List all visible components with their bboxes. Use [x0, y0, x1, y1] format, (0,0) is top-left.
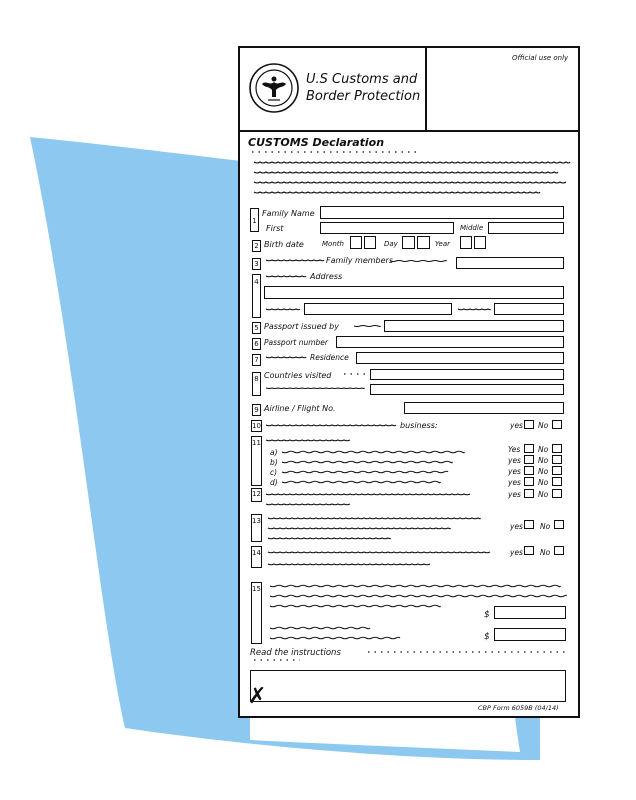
q11d-no-checkbox[interactable] [552, 477, 562, 486]
passport-issued-label: Passport issued by [264, 322, 339, 331]
address-label: Address [310, 272, 343, 281]
form-code-label: CBP Form 6059B (04/14) [478, 704, 559, 712]
middle-name-field[interactable] [488, 222, 564, 234]
q11b-yes-label: yes [508, 456, 521, 465]
q11d-yes-checkbox[interactable] [524, 477, 534, 486]
customs-declaration-form [238, 46, 580, 718]
question-number-3: 3 [252, 258, 261, 270]
q14-yes-label: yes [510, 548, 523, 557]
q14-no-label: No [540, 548, 551, 557]
question-number-2: 2 [252, 240, 261, 252]
question-number-12: 12 [251, 488, 262, 502]
residence-label: Residence [310, 353, 349, 362]
q13-yes-label: yes [510, 522, 523, 531]
q11c-yes-label: yes [508, 467, 521, 476]
passport-number-label: Passport number [264, 338, 328, 347]
birth-year-label: Year [435, 240, 450, 248]
birth-month-label: Month [322, 240, 344, 248]
first-name-field[interactable] [320, 222, 454, 234]
airline-flight-field[interactable] [404, 402, 564, 414]
birth-year-box-2[interactable] [474, 236, 486, 249]
question-number-7: 7 [252, 354, 261, 366]
airline-flight-label: Airline / Flight No. [264, 404, 336, 413]
birth-year-box-1[interactable] [460, 236, 472, 249]
q14-scribble-1 [268, 552, 490, 553]
address-field-zip[interactable] [494, 303, 564, 315]
address-field-line1[interactable] [264, 286, 564, 299]
birth-day-label: Day [384, 240, 398, 248]
question-number-14: 14 [251, 546, 262, 568]
address-field-city[interactable] [304, 303, 452, 315]
q12-yes-label: yes [508, 490, 521, 499]
birth-month-box-1[interactable] [350, 236, 362, 249]
question-number-6: 6 [252, 338, 261, 350]
q13-scribble-1 [268, 518, 480, 519]
q11a-scribble [282, 451, 464, 453]
question-number-5: 5 [252, 322, 261, 334]
q13-yes-checkbox[interactable] [524, 520, 534, 529]
q11-item-c: c) [270, 468, 278, 477]
q11a-yes-checkbox[interactable] [524, 444, 534, 453]
middle-name-label: Middle [460, 224, 484, 232]
q14-yes-checkbox[interactable] [524, 546, 534, 555]
q12-no-label: No [538, 490, 549, 499]
q15-scribble-4 [270, 627, 370, 629]
family-name-field[interactable] [320, 206, 564, 219]
family-name-label: Family Name [262, 209, 315, 218]
agency-name-line1: U.S Customs and [306, 72, 418, 87]
passport-number-field[interactable] [336, 336, 564, 348]
q15-dollar-sign-2: $ [484, 632, 490, 642]
q11-item-d: d) [270, 478, 278, 487]
first-name-label: First [266, 224, 284, 233]
q12-no-checkbox[interactable] [552, 489, 562, 498]
q15-scribble-1 [270, 585, 560, 587]
countries-visited-field-1[interactable] [370, 369, 564, 380]
q13-scribble-3 [268, 538, 390, 539]
question-number-4: 4 [252, 274, 261, 318]
q10-no-label: No [538, 421, 549, 430]
intro-scribble-2 [254, 172, 558, 173]
q4-scribble-city [266, 309, 300, 310]
q12-yes-checkbox[interactable] [524, 489, 534, 498]
signature-field[interactable] [250, 670, 566, 702]
intro-scribble-3 [254, 182, 566, 183]
official-use-label: Official use only [512, 54, 569, 62]
q10-no-checkbox[interactable] [552, 420, 562, 429]
question-number-15: 15 [251, 582, 262, 644]
q4-scribble-state [458, 309, 490, 310]
q15-scribble-3 [270, 605, 440, 607]
question-number-11: 11 [251, 436, 262, 486]
q11d-no-label: No [538, 478, 549, 487]
q11-item-a: a) [270, 448, 278, 457]
q4-scribble-lead [266, 276, 306, 277]
q15-scribble-5 [270, 637, 400, 639]
q12-scribble-2 [266, 504, 350, 505]
question-number-9: 9 [252, 404, 261, 416]
q13-no-label: No [540, 522, 551, 531]
q8-scribble [266, 388, 364, 389]
question-number-8: 8 [252, 372, 261, 396]
q11c-yes-checkbox[interactable] [524, 466, 534, 475]
q11d-scribble [282, 481, 440, 483]
q11b-yes-checkbox[interactable] [524, 455, 534, 464]
residence-field[interactable] [356, 352, 564, 364]
q12-scribble-1 [266, 494, 470, 495]
q11b-no-label: No [538, 456, 549, 465]
agency-name-line2: Border Protection [306, 89, 421, 104]
birth-date-label: Birth date [264, 240, 304, 249]
q14-no-checkbox[interactable] [554, 546, 564, 555]
q11c-scribble [282, 471, 448, 473]
question-number-13: 13 [251, 514, 262, 542]
q11-scribble-intro [266, 440, 350, 441]
signature-mark: ✗ [248, 684, 267, 709]
birth-day-box-2[interactable] [417, 236, 430, 249]
countries-visited-field-2[interactable] [370, 384, 564, 395]
q11a-no-label: No [538, 445, 549, 454]
q15-dollar-sign-1: $ [484, 610, 490, 620]
intro-scribble-1 [254, 162, 570, 163]
q11c-no-label: No [538, 467, 549, 476]
q10-scribble [266, 425, 396, 426]
q7-scribble [266, 357, 306, 358]
birth-day-box-1[interactable] [402, 236, 415, 249]
q11a-no-checkbox[interactable] [552, 444, 562, 453]
q10-yes-label: yes [510, 421, 523, 430]
passport-issued-field[interactable] [384, 320, 564, 332]
read-instructions-label: Read the instructions [250, 648, 341, 658]
q11-item-b: b) [270, 458, 278, 467]
q11c-no-checkbox[interactable] [552, 466, 562, 475]
q5-scribble [354, 326, 380, 327]
family-members-label: Family members [326, 256, 393, 265]
q11b-no-checkbox[interactable] [552, 455, 562, 464]
q15-amount-field-1[interactable] [494, 606, 566, 619]
countries-visited-label: Countries visited [264, 371, 332, 380]
question-number-1: 1 [250, 208, 259, 232]
q14-scribble-2 [268, 564, 430, 565]
q11d-yes-label: yes [508, 478, 521, 487]
birth-month-box-2[interactable] [364, 236, 376, 249]
q11b-scribble [282, 461, 452, 463]
form-title: CUSTOMS Declaration [248, 136, 385, 149]
q13-no-checkbox[interactable] [554, 520, 564, 529]
question-number-10: 10 [252, 422, 261, 430]
q15-scribble-2 [270, 595, 566, 597]
q15-amount-field-2[interactable] [494, 628, 566, 641]
q11a-yes-label: Yes [508, 445, 521, 454]
q13-scribble-2 [268, 528, 450, 529]
family-members-field[interactable] [456, 257, 564, 269]
intro-scribble-4 [254, 192, 540, 193]
q3-scribble-lead [266, 260, 324, 261]
q10-yes-checkbox[interactable] [524, 420, 534, 429]
q3-scribble-tail [390, 261, 446, 262]
business-trip-label: business: [400, 421, 438, 430]
